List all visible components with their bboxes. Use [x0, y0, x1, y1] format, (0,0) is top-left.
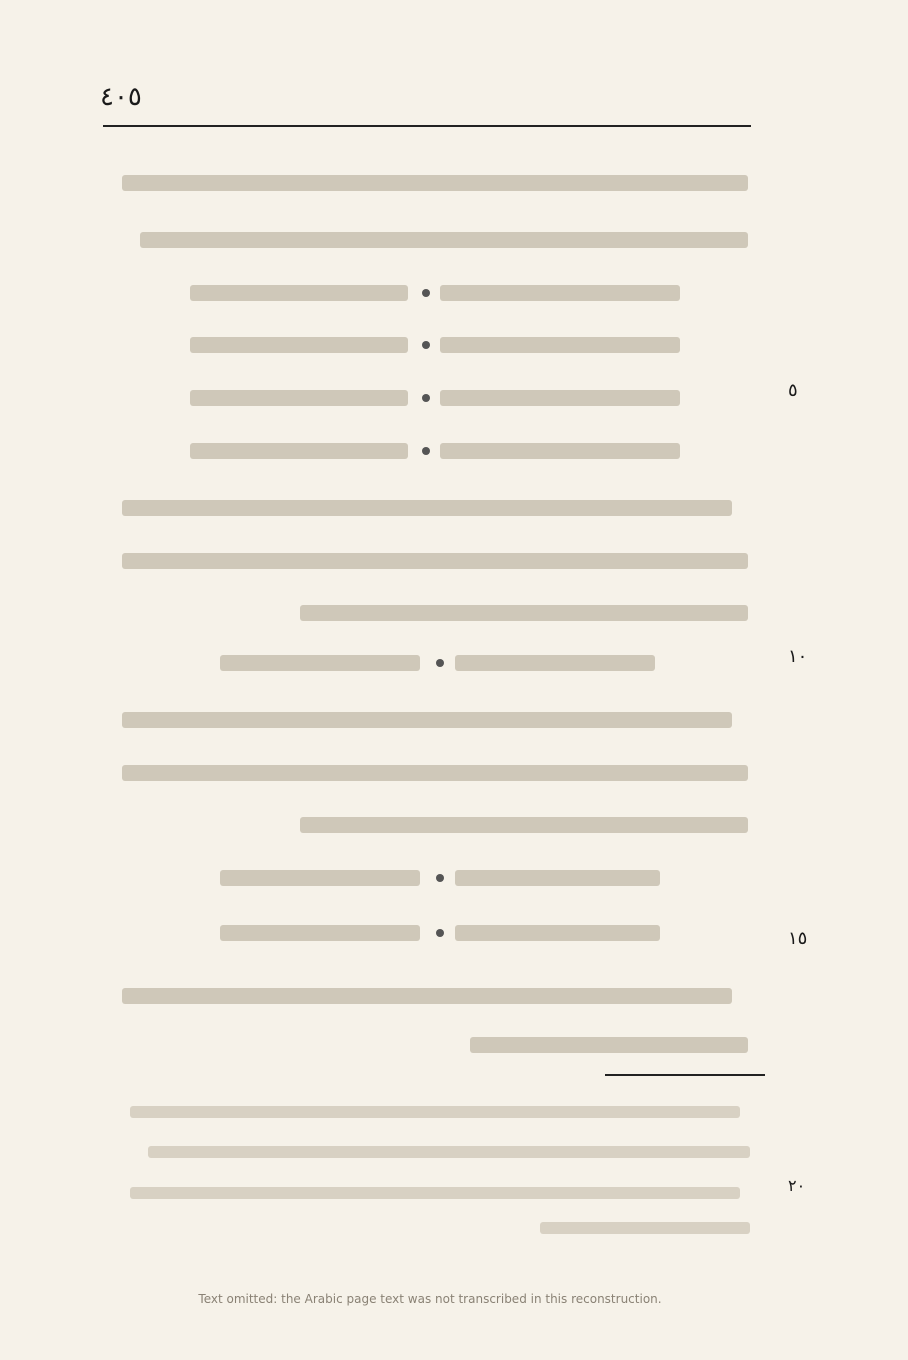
text-line-placeholder: [122, 988, 732, 1004]
verse-hemistich-placeholder: [455, 870, 660, 886]
verse-hemistich-placeholder: [440, 443, 680, 459]
footnote-rule: [605, 1074, 765, 1076]
text-line-placeholder: [300, 605, 748, 621]
footnote-line-placeholder: [130, 1106, 740, 1118]
line-number: ١٥: [788, 928, 808, 949]
footnote-line-placeholder: [540, 1222, 750, 1234]
text-line-placeholder: [122, 175, 748, 191]
verse-separator: [436, 874, 444, 882]
verse-separator: [436, 659, 444, 667]
header-rule: [103, 125, 751, 127]
verse-separator: [422, 341, 430, 349]
footnote-line-placeholder: [148, 1146, 750, 1158]
text-line-placeholder: [140, 232, 748, 248]
verse-hemistich-placeholder: [220, 925, 420, 941]
transcription-notice: Text omitted: the Arabic page text was not transcribed in this reconstruction.: [198, 1292, 662, 1306]
text-line-placeholder: [300, 817, 748, 833]
line-number: ٢٠: [788, 1176, 806, 1195]
verse-hemistich-placeholder: [440, 337, 680, 353]
page-number: ٤٠٥: [100, 82, 142, 112]
text-line-placeholder: [122, 553, 748, 569]
verse-separator: [422, 394, 430, 402]
verse-hemistich-placeholder: [440, 390, 680, 406]
line-number: ٥: [788, 380, 798, 401]
verse-hemistich-placeholder: [220, 870, 420, 886]
line-number: ١٠: [788, 646, 808, 667]
verse-hemistich-placeholder: [455, 655, 655, 671]
verse-hemistich-placeholder: [440, 285, 680, 301]
verse-separator: [436, 929, 444, 937]
verse-hemistich-placeholder: [190, 390, 408, 406]
text-line-placeholder: [470, 1037, 748, 1053]
verse-hemistich-placeholder: [190, 443, 408, 459]
text-line-placeholder: [122, 712, 732, 728]
text-line-placeholder: [122, 765, 748, 781]
verse-hemistich-placeholder: [220, 655, 420, 671]
text-line-placeholder: [122, 500, 732, 516]
verse-separator: [422, 289, 430, 297]
verse-separator: [422, 447, 430, 455]
footnote-line-placeholder: [130, 1187, 740, 1199]
verse-hemistich-placeholder: [190, 285, 408, 301]
verse-hemistich-placeholder: [190, 337, 408, 353]
verse-hemistich-placeholder: [455, 925, 660, 941]
